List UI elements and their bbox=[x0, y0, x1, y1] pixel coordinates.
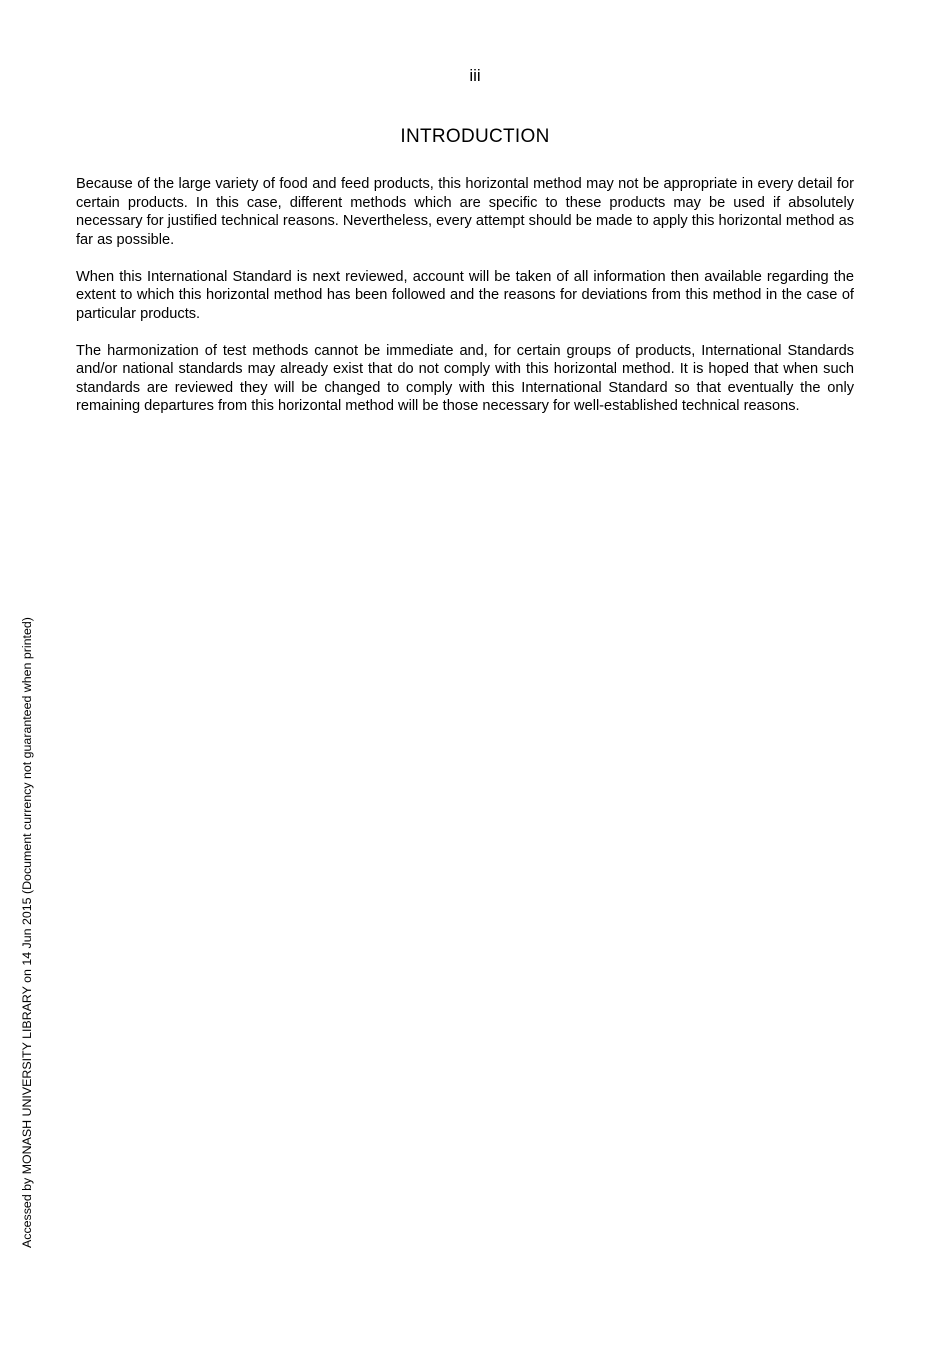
body-text bbox=[76, 175, 854, 434]
paragraph-3: The harmonization of test methods cannot be immediate and, for certain groups of products, International Standards and/or national standards may already exist that do not comply with this horizontal method. It is hoped that when such standards are reviewed they will be changed to comply with this International Standard so that eventually the only remaining departures from this horizontal method will be those necessary for well-established technical reasons. bbox=[76, 342, 854, 414]
paragraph-2: When this International Standard is next reviewed, account will be taken of all information then available regarding the extent to which this horizontal method has been followed and the reasons for deviations from this method in the case of particular products. bbox=[76, 268, 854, 322]
section-title: INTRODUCTION bbox=[400, 126, 550, 147]
paragraph-1: Because of the large variety of food and feed products, this horizontal method may not be appropriate in every detail for certain products. In this case, different methods which are specific to these products may be used if absolutely necessary for justified technical reasons. Nevertheless, every attempt should be made to apply this horizontal method as far as possible. bbox=[76, 176, 854, 248]
access-notice: Accessed by MONASH UNIVERSITY LIBRARY on 14 Jun 2015 (Document currency not guaranteed when printed) bbox=[20, 617, 34, 1248]
page-number: iii bbox=[469, 66, 481, 85]
